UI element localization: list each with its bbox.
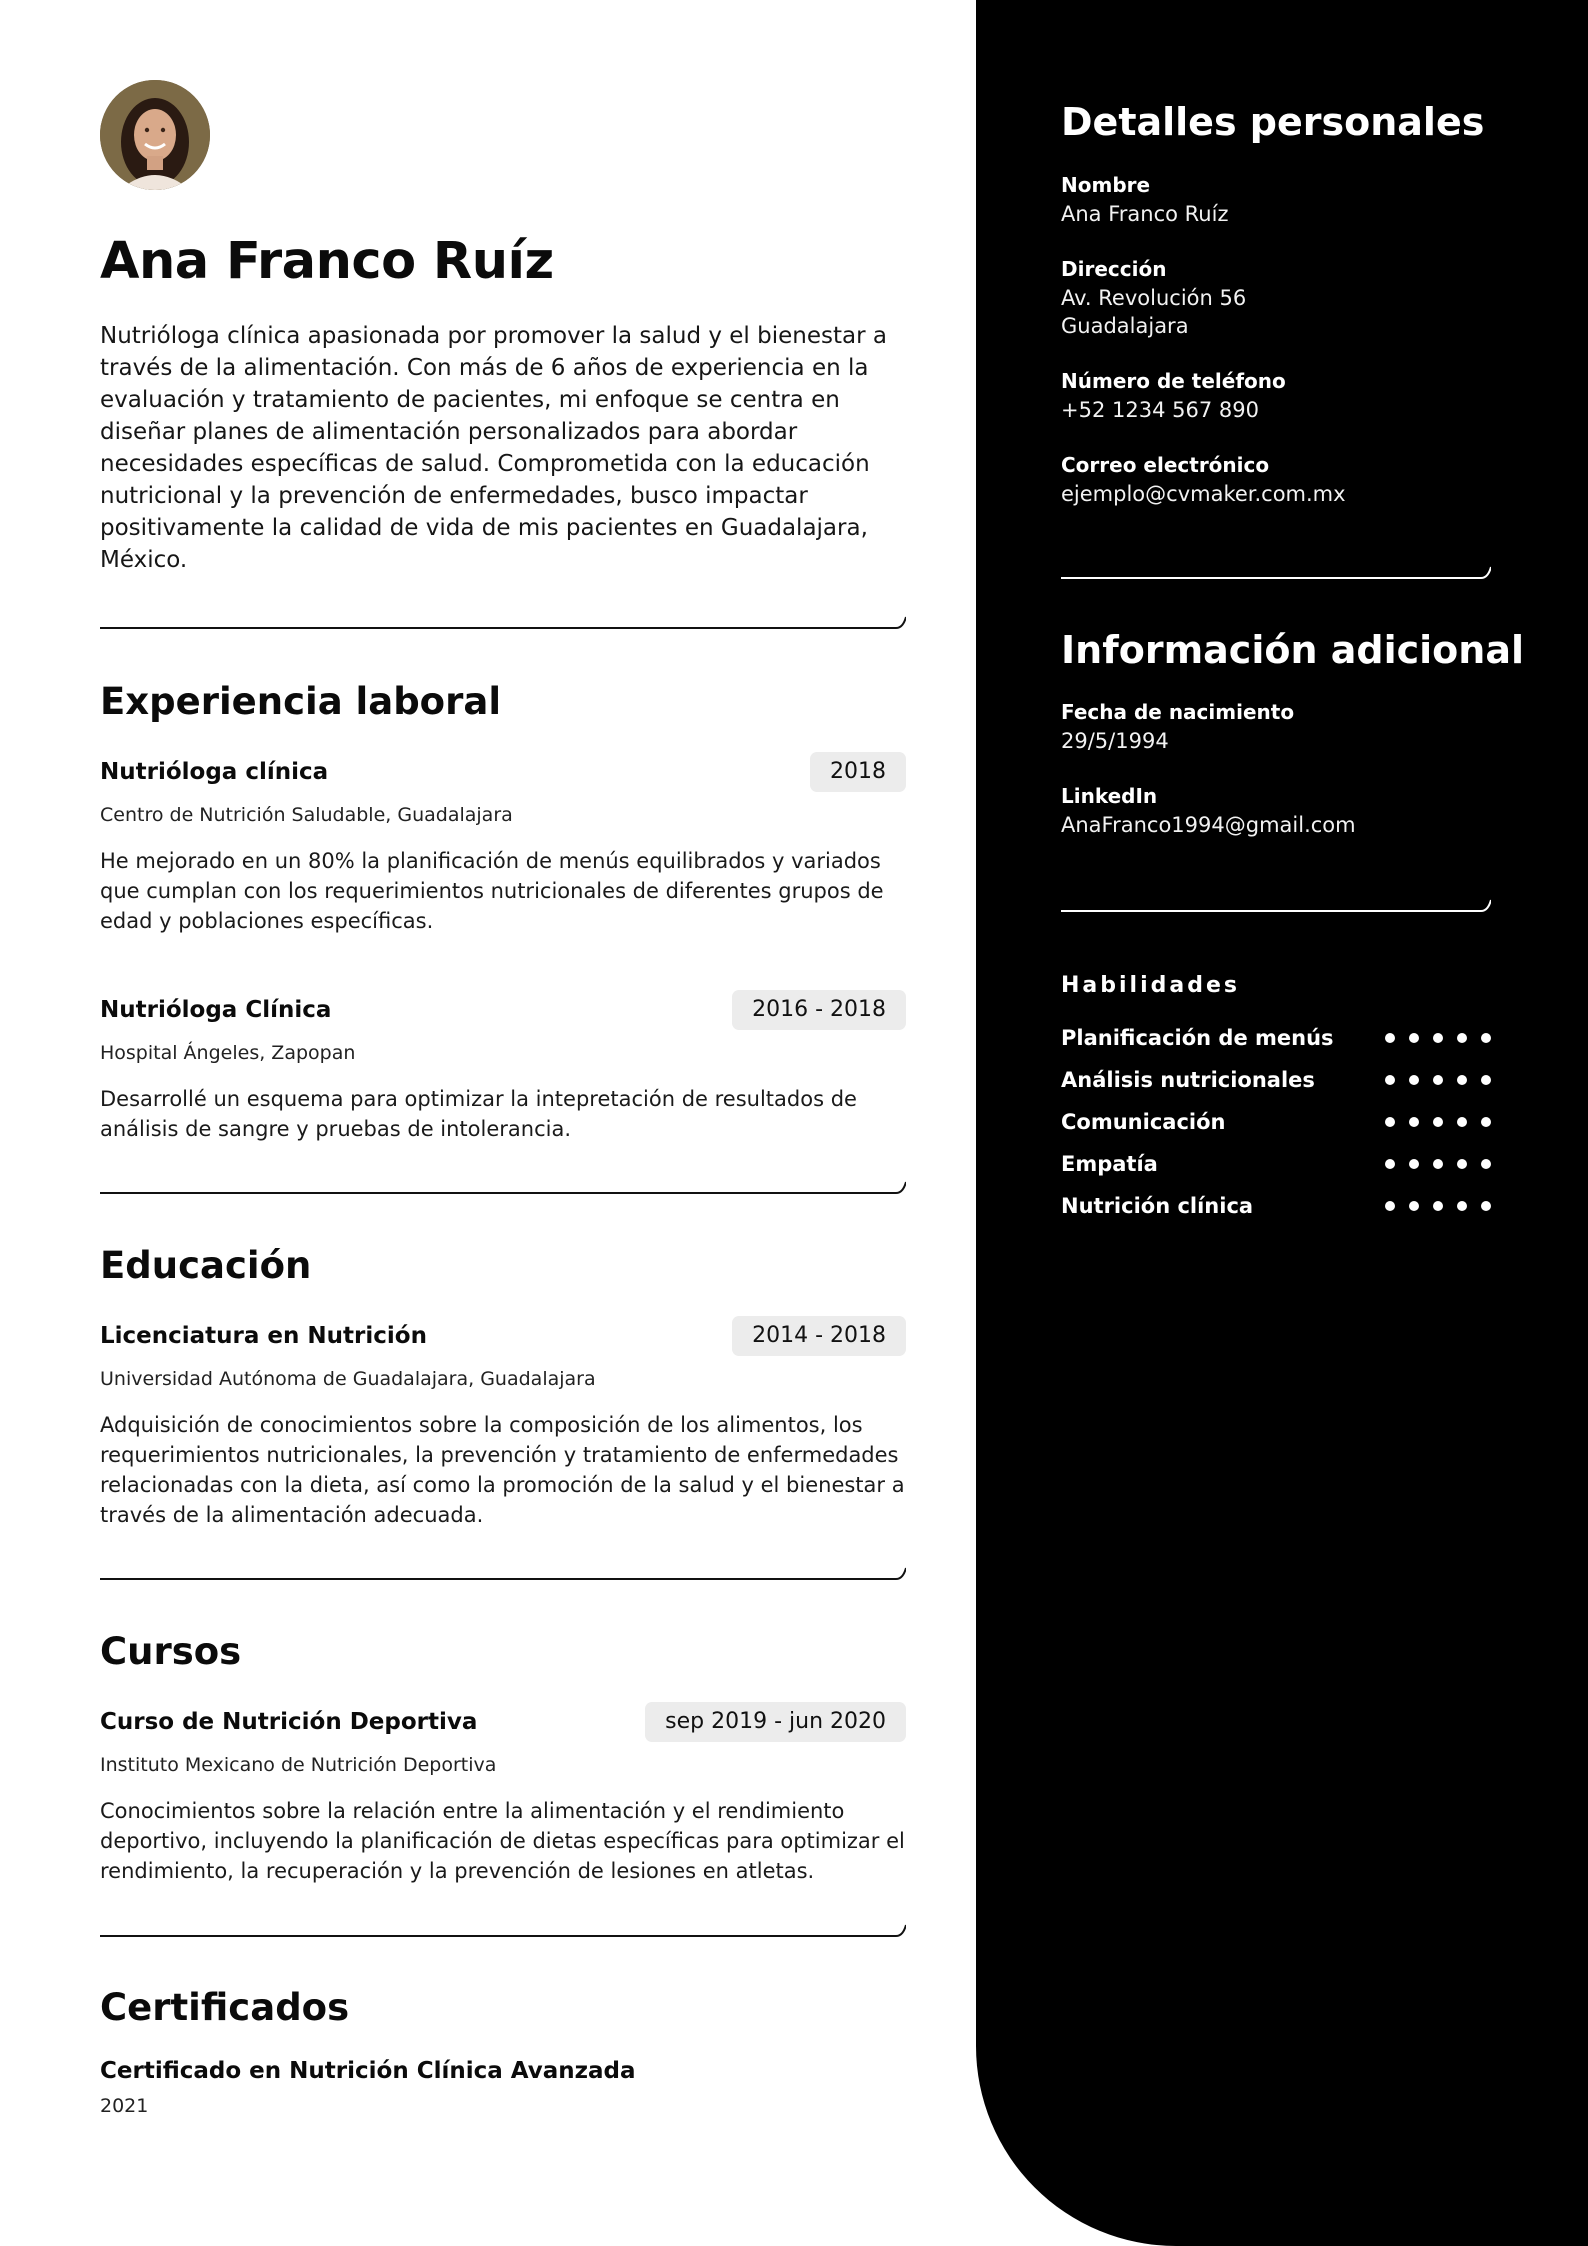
additional-info-heading: Información adicional <box>1061 628 1524 672</box>
section-divider <box>100 1566 906 1580</box>
entry-description: Adquisición de conocimientos sobre la composición de los alimentos, los requerimientos nutricionales, la prevención y tratamiento de enfermedades relacionadas con la dieta, así como la promoción de la salud y el bienestar a través de la alimentación adecuada. <box>100 1413 905 1527</box>
courses-heading: Cursos <box>100 1630 242 1673</box>
entry-title: Nutrióloga Clínica <box>100 997 332 1023</box>
entry-description: Desarrollé un esquema para optimizar la intepretación de resultados de análisis de sangre y pruebas de intolerancia. <box>100 1087 857 1141</box>
skill-dot <box>1457 1033 1467 1043</box>
skill-dot <box>1385 1117 1395 1127</box>
skill-dot <box>1433 1117 1443 1127</box>
skill-dot <box>1481 1117 1491 1127</box>
skill-row <box>1061 1110 1491 1140</box>
skill-dot <box>1433 1201 1443 1211</box>
skill-dot <box>1409 1033 1419 1043</box>
entry-description: He mejorado en un 80% la planificación de menús equilibrados y variados que cumplan con los requerimientos nutricionales de diferentes grupos de edad y poblaciones específicas. <box>100 849 884 933</box>
skill-name: Empatía <box>1061 1152 1158 1176</box>
avatar <box>100 80 210 190</box>
skills-heading: Habilidades <box>1061 973 1240 998</box>
skill-dot <box>1409 1117 1419 1127</box>
entry-subtitle: Instituto Mexicano de Nutrición Deportiva <box>100 1754 497 1776</box>
skill-rating <box>1371 1117 1491 1131</box>
certificate-title: Certificado en Nutrición Clínica Avanzada <box>100 2058 636 2084</box>
date-badge: sep 2019 - jun 2020 <box>645 1702 906 1742</box>
skill-dot <box>1481 1075 1491 1085</box>
skill-row <box>1061 1068 1491 1098</box>
skill-dot <box>1481 1201 1491 1211</box>
experience-heading: Experiencia laboral <box>100 680 502 723</box>
skill-rating <box>1371 1159 1491 1173</box>
certificate-year: 2021 <box>100 2095 149 2117</box>
skill-rating <box>1371 1075 1491 1089</box>
entry-title: Curso de Nutrición Deportiva <box>100 1709 478 1735</box>
skill-rating <box>1371 1033 1491 1047</box>
skill-name: Análisis nutricionales <box>1061 1068 1315 1092</box>
entry-subtitle: Centro de Nutrición Saludable, Guadalajara <box>100 804 513 826</box>
section-divider <box>100 1923 906 1937</box>
skill-row <box>1061 1026 1491 1056</box>
field-label: Fecha de nacimiento <box>1061 700 1295 724</box>
skill-dot <box>1457 1159 1467 1169</box>
field-label: Número de teléfono <box>1061 369 1286 393</box>
sidebar-divider <box>1061 565 1491 579</box>
education-entry <box>100 1316 906 1536</box>
entry-subtitle: Universidad Autónoma de Guadalajara, Guadalajara <box>100 1368 596 1390</box>
field-value: Av. Revolución 56 Guadalajara <box>1061 286 1247 338</box>
skill-dot <box>1409 1075 1419 1085</box>
skill-dot <box>1433 1033 1443 1043</box>
field-label: Correo electrónico <box>1061 453 1270 477</box>
profile-summary: Nutrióloga clínica apasionada por promover la salud y el bienestar a través de la alimentación. Con más de 6 años de experiencia en la evaluación y tratamiento de pacientes, mi enfoque se centra en diseñar planes de alimentación personalizados para abordar necesidades específicas de salud. Comprometida con la educación nutricional y la prevención de enfermedades, busco impactar positivamente la calidad de vida de mis pacientes en Guadalajara, México. <box>100 323 887 573</box>
field-label: Dirección <box>1061 257 1167 281</box>
sidebar-divider <box>1061 898 1491 912</box>
entry-subtitle: Hospital Ángeles, Zapopan <box>100 1042 356 1064</box>
skill-name: Planificación de menús <box>1061 1026 1334 1050</box>
skill-dot <box>1385 1159 1395 1169</box>
education-heading: Educación <box>100 1244 312 1287</box>
profile-photo-icon <box>100 80 210 190</box>
entry-description: Conocimientos sobre la relación entre la alimentación y el rendimiento deportivo, incluyendo la planificación de dietas específicas para optimizar el rendimiento, la recuperación y la prevención de lesiones en atletas. <box>100 1799 905 1883</box>
personal-details-heading: Detalles personales <box>1061 100 1485 144</box>
skill-dot <box>1385 1201 1395 1211</box>
skill-dot <box>1409 1201 1419 1211</box>
skill-dot <box>1385 1075 1395 1085</box>
skill-dot <box>1481 1159 1491 1169</box>
certificates-heading: Certificados <box>100 1986 350 2029</box>
section-divider <box>100 615 906 629</box>
skill-name: Comunicación <box>1061 1110 1226 1134</box>
skill-dot <box>1385 1033 1395 1043</box>
field-value: 29/5/1994 <box>1061 729 1169 753</box>
date-badge: 2016 - 2018 <box>732 990 906 1030</box>
skill-dot <box>1481 1033 1491 1043</box>
skill-name: Nutrición clínica <box>1061 1194 1254 1218</box>
entry-title: Nutrióloga clínica <box>100 759 329 785</box>
skill-dot <box>1457 1075 1467 1085</box>
skill-dot <box>1433 1159 1443 1169</box>
section-divider <box>100 1180 906 1194</box>
skill-dot <box>1409 1159 1419 1169</box>
candidate-name: Ana Franco Ruíz <box>100 232 554 291</box>
field-value: Ana Franco Ruíz <box>1061 202 1229 226</box>
field-label: Nombre <box>1061 173 1151 197</box>
field-value: +52 1234 567 890 <box>1061 398 1259 422</box>
skill-dot <box>1457 1201 1467 1211</box>
skill-row <box>1061 1194 1491 1224</box>
skill-dot <box>1433 1075 1443 1085</box>
field-label: LinkedIn <box>1061 784 1158 808</box>
skill-rating <box>1371 1201 1491 1215</box>
skill-dot <box>1457 1117 1467 1127</box>
experience-entry <box>100 990 906 1150</box>
sidebar <box>976 0 1588 2246</box>
entry-title: Licenciatura en Nutrición <box>100 1323 427 1349</box>
course-entry <box>100 1702 906 1892</box>
field-value: AnaFranco1994@gmail.com <box>1061 813 1356 837</box>
skill-row <box>1061 1152 1491 1182</box>
date-badge: 2018 <box>810 752 906 792</box>
field-value: ejemplo@cvmaker.com.mx <box>1061 482 1346 506</box>
experience-entry <box>100 752 906 942</box>
date-badge: 2014 - 2018 <box>732 1316 906 1356</box>
